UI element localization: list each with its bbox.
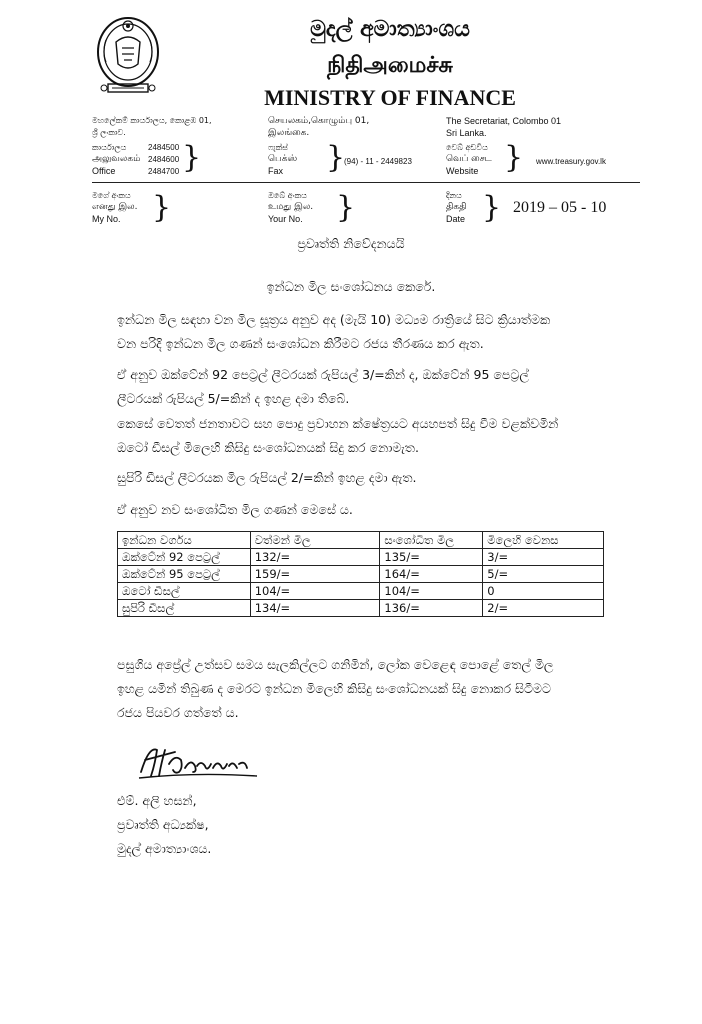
handwritten-signature <box>135 742 265 782</box>
table-cell: 104/= <box>380 583 483 600</box>
table-cell: ඔක්ටේන් 95 පෙට්‍රල් <box>118 566 251 583</box>
office-number-3: 2484700 <box>148 167 180 176</box>
para2-line1: ඒ අනුව ඔක්ටේන් 92 පෙට්‍රල් ලීටරයක් රුපියල් 3/=කින් ද, ඔක්ටේන් 95 පෙට්‍රල් <box>117 367 529 382</box>
ministry-name-english: MINISTRY OF FINANCE <box>264 85 516 110</box>
table-cell: 5/= <box>483 566 604 583</box>
table-cell: ඔටෝ ඩීසල් <box>118 583 251 600</box>
document-subheading: ඉන්ධන මිල සංශෝධනය කෙරේ. <box>266 279 436 294</box>
table-cell: 159/= <box>250 566 380 583</box>
para2-line2: ලීටරයක් රුපියල් 5/=කින් ද ඉහළ දමා තිබේ. <box>117 391 350 406</box>
table-row <box>118 566 604 583</box>
table-cell: සුපිරි ඩීසල් <box>118 600 251 617</box>
table-cell: 136/= <box>380 600 483 617</box>
address-english-line1: The Secretariat, Colombo 01 <box>446 116 562 126</box>
office-label-en: Office <box>92 166 116 176</box>
table-header-cell: සංශෝධිත මිල <box>380 532 483 549</box>
address-tamil-line2: இலங்கை. <box>268 128 310 138</box>
table-cell: 164/= <box>380 566 483 583</box>
your-no-label-en: Your No. <box>268 214 303 224</box>
my-no-label-ta: எனது இல. <box>92 202 138 212</box>
para6-line1: පසුගිය අප්‍රේල් උත්සව සමය සැලකිල්ලට ගනිමින්, ලෝක වෙළෙඳ පොළේ තෙල් මිල <box>117 657 554 672</box>
table-row <box>118 600 604 617</box>
para4: සුපිරි ඩීසල් ලීටරයක මිල රුපියල් 2/=කින් ඉහළ දමා ඇත. <box>117 470 417 485</box>
date-label-ta: திகதி <box>446 202 467 212</box>
table-cell: ඔක්ටේන් 92 පෙට්‍රල් <box>118 549 251 566</box>
table-cell: 134/= <box>250 600 380 617</box>
table-row <box>118 583 604 600</box>
para1-line2: වන පරිදි ඉන්ධන මිල ගණන් සංශෝධන කිරීමට රජය තීරණය කර ඇත. <box>117 336 484 351</box>
office-number-2: 2484600 <box>148 155 180 164</box>
address-sinhala-line2: ශ්‍රී ලංකාව. <box>92 128 126 137</box>
table-cell: 135/= <box>380 549 483 566</box>
table-header-cell: වත්මන් මිල <box>250 532 380 549</box>
fax-label-en: Fax <box>268 166 284 176</box>
your-no-label-si: ඔබේ අංකය <box>268 191 307 200</box>
fax-number: (94) - 11 - 2449823 <box>344 157 412 166</box>
table-header-cell: මිලෙහි වෙනස <box>483 532 604 549</box>
table-cell: 104/= <box>250 583 380 600</box>
date-label-en: Date <box>446 214 466 224</box>
table-cell: 3/= <box>483 549 604 566</box>
office-number-1: 2484500 <box>148 143 180 152</box>
website-label-ta: வெப் சைட <box>446 154 492 164</box>
website-label-en: Website <box>446 166 479 176</box>
table-cell: 0 <box>483 583 604 600</box>
fuel-price-table <box>117 531 604 617</box>
ministry-name-tamil: நிதிஅமைச்சு <box>327 53 453 78</box>
para5: ඒ අනුව නව සංශෝධිත මිල ගණන් මෙසේ ය. <box>117 502 353 517</box>
table-header-row <box>118 532 604 549</box>
your-no-brace: } <box>336 190 356 225</box>
date-label-si: දිනය <box>446 191 462 200</box>
para3-line1: කෙසේ වෙතත් ජනතාවට සහ පොදු ප්‍රවාහන ක්ෂේත්‍රයට අයහපත් සිදු වීම වළක්වමින් <box>117 416 559 431</box>
my-no-brace: } <box>152 190 172 225</box>
office-brace: } <box>182 140 202 175</box>
date-brace: } <box>482 190 502 225</box>
fax-brace: } <box>326 140 346 175</box>
address-tamil-line1: செயலகம்,கொழும்பு 01, <box>268 116 370 126</box>
signatory-name: එම්. අලි හසන්, <box>117 793 197 808</box>
website-brace: } <box>504 140 524 175</box>
website-url: www.treasury.gov.lk <box>536 157 606 166</box>
address-english-line2: Sri Lanka. <box>446 128 487 138</box>
signatory-org: මුදල් අමාත්‍යාංශය. <box>117 841 212 856</box>
header-rule <box>92 182 640 183</box>
para6-line2: ඉහළ යමින් තිබුණ ද මෙරට ඉන්ධන මිලෙහි කිසිදු සංශෝධනයක් සිදු නොකර සිටීමට <box>117 681 551 696</box>
para6-line3: රජය පියවර ගත්තේ ය. <box>117 705 239 720</box>
document-heading: ප්‍රවෘත්ති නිවේදනයයි <box>297 236 405 251</box>
your-no-label-ta: உமது இல. <box>268 202 314 212</box>
website-label-si: වෙබ් අඩවිය <box>446 143 488 152</box>
table-cell: 132/= <box>250 549 380 566</box>
ministry-name-sinhala: මුදල් අමාත්‍යාංශය <box>310 17 470 42</box>
date-value: 2019 – 05 - 10 <box>513 199 607 216</box>
para3-line2: ඔටෝ ඩීසල් මිලෙහි කිසිදු සංශෝධනයක් සිදු කර නොමැත. <box>117 440 419 455</box>
office-label-si: කාර්යාලය <box>92 143 127 152</box>
table-cell: 2/= <box>483 600 604 617</box>
signatory-title: ප්‍රවෘත්ති අධ්‍යක්ෂ, <box>117 817 209 832</box>
table-header-cell: ඉන්ධන වර්ගය <box>118 532 251 549</box>
fax-label-si: ෆැක්ස් <box>268 143 288 152</box>
my-no-label-si: මගේ අංකය <box>92 191 131 200</box>
fax-label-ta: பெக்ஸ் <box>268 154 298 164</box>
para1-line1: ඉන්ධන මිල සඳහා වන මිල සූත්‍රය අනුව අද (මැයි 10) මධ්‍යම රාත්‍රියේ සිට ක්‍රියාත්මක <box>117 312 551 327</box>
my-no-label-en: My No. <box>92 214 121 224</box>
office-label-ta: அலுவலகம் <box>92 154 141 164</box>
table-row <box>118 549 604 566</box>
address-sinhala-line1: මහලේකම් කාර්යාලය, කොළඹ 01, <box>92 116 212 125</box>
